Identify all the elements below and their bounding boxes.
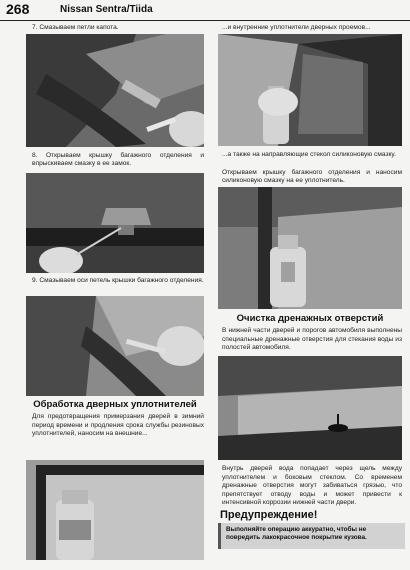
photo-trunk-lock — [26, 173, 204, 273]
warning-text: Выполняйте операцию аккуратно, чтобы не повредить лакокрасочное покрытие кузова. — [226, 526, 367, 541]
photo-trunk-hinge — [26, 296, 204, 396]
photo-window-guide — [218, 187, 402, 309]
section-text-drain: В нижней части дверей и порогов автомобиля выполнены специальные дренажные отверстия для стекания воды из полостей автомобиля. — [222, 327, 402, 351]
caption-step9: 9. Смазываем оси петель крышки багажного отделения. — [32, 277, 204, 284]
photo-door-opening — [218, 34, 402, 146]
section-text-drain-2: Внутрь дверей вода попадает через щель между уплотнителем и боковым стеклом. Со временем дренажные отверстия могут забиваться грязью, что препятствует отводу воды и может привести к интенсивной коррозии нижней части двери. — [222, 465, 402, 506]
photo-drain-hole — [218, 356, 402, 460]
section-title-seals: Обработка дверных уплотнителей — [33, 399, 197, 410]
book-title: Nissan Sentra/Tiida — [60, 4, 153, 15]
caption-right2: ...а также на направляющие стекол силиконовую смазку. — [222, 151, 396, 158]
section-text-seals: Для предотвращения примерзания дверей в зимний период времени и продления срока службы резиновых уплотнителей, наносим на внешние... — [32, 413, 204, 437]
caption-step8: 8. Открываем крышку багажного отделения и впрыскиваем смазку в ее замок. — [32, 152, 204, 167]
page-number: 268 — [6, 1, 30, 17]
section-title-drain: Очистка дренажных отверстий — [236, 313, 384, 324]
photo-door-seal — [26, 460, 204, 560]
warning-title: Предупреждение! — [220, 509, 318, 521]
caption-step7: 7. Смазываем петли капота. — [32, 24, 119, 31]
warning-box — [218, 523, 405, 549]
page-header — [0, 0, 410, 21]
photo-hood-hinge — [26, 34, 204, 147]
caption-right3: Открываем крышку багажного отделения и наносим силиконовую смазку на ее уплотнитель. — [222, 169, 402, 184]
caption-right1: ...и внутренние уплотнители дверных проемов... — [222, 24, 371, 31]
